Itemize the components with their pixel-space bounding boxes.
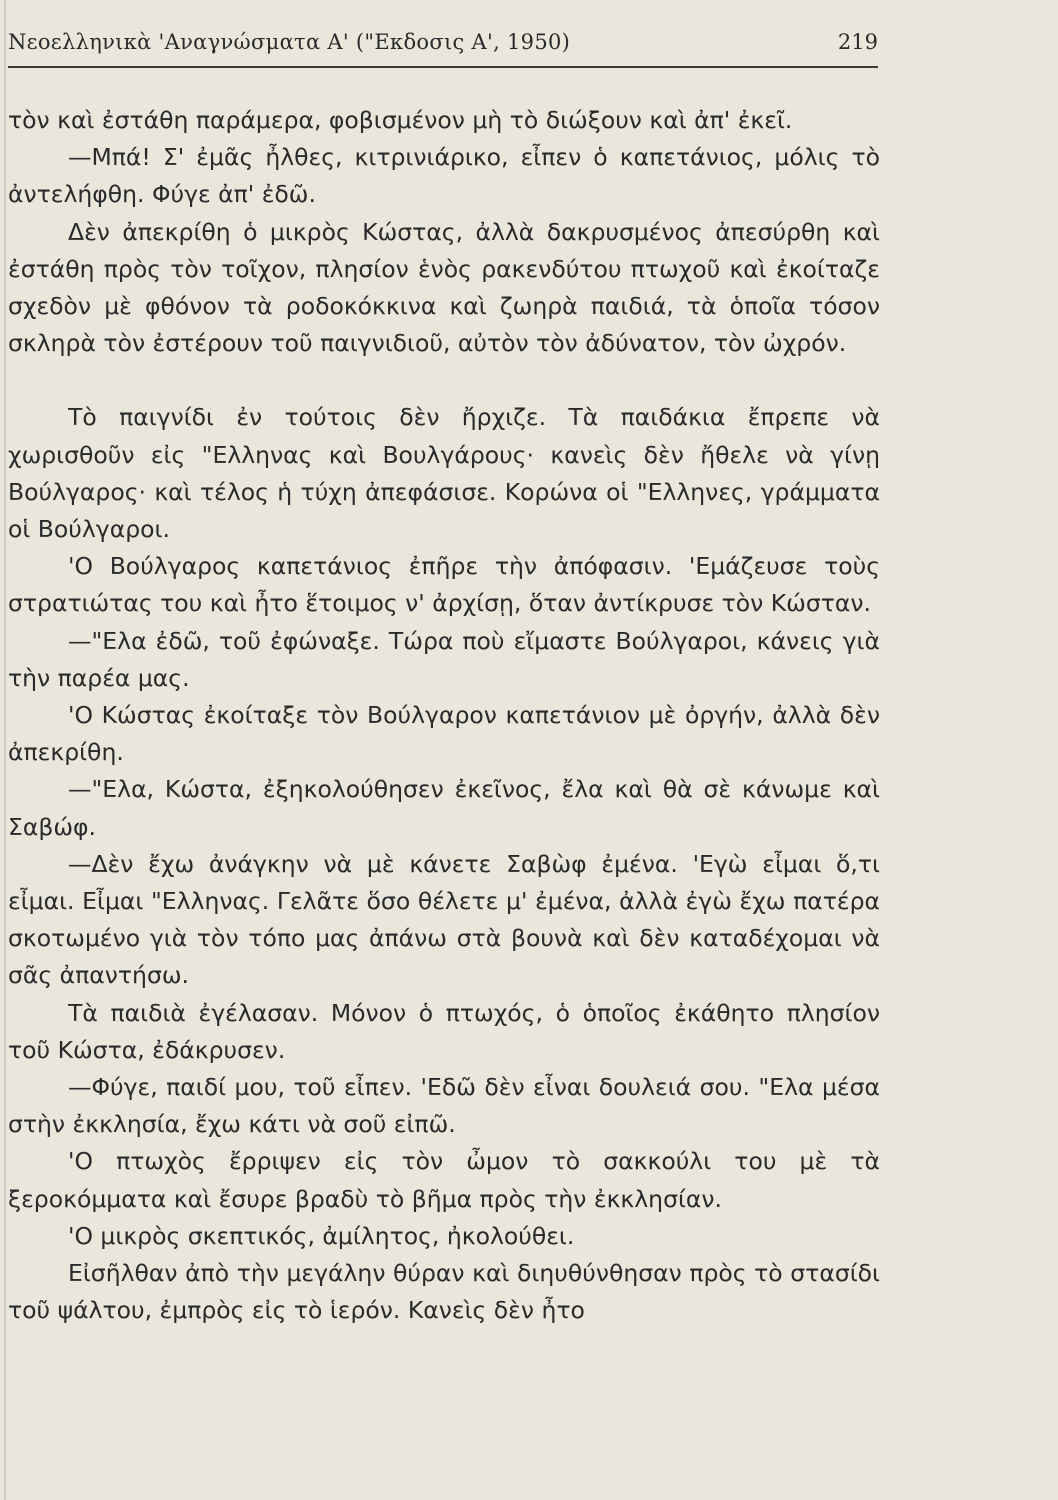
paragraph-dialogue: —Δὲν ἔχω ἀνάγκην νὰ μὲ κάνετε Σαβὼφ ἐμένα. 'Εγὼ εἶμαι ὅ,τι εἶμαι. Εἶμαι "Ελληνας. Γελᾶτε ὅσο θέλετε μ' ἐμένα, ἀλλὰ ἐγὼ ἔχω πατέρα σκοτωμένο γιὰ τὸν τόπο μας ἀπάνω στὰ βουνὰ καὶ δὲν καταδέχομαι νὰ σᾶς ἀπαντήσω. <box>8 849 880 990</box>
paragraph: Δὲν ἀπεκρίθη ὁ μικρὸς Κώστας, ἀλλὰ δακρυσμένος ἀπεσύρθη καὶ ἐστάθη πρὸς τὸν τοῖχον, πλησίον ἑνὸς ρακενδύτου πτωχοῦ καὶ ἐκοίταζε σχεδὸν μὲ φθόνον τὰ ροδοκόκκινα καὶ ζωηρὰ παιδιά, τὰ ὁποῖα τόσον σκληρὰ τὸν ἐστέρουν τοῦ παιγνιδιοῦ, αὐτὸν τὸν ἀδύνατον, τὸν ὠχρόν. <box>8 217 880 358</box>
paragraph: 'Ο πτωχὸς ἔρριψεν εἰς τὸν ὦμον τὸ σακκούλι του μὲ τὰ ξεροκόμματα καὶ ἔσυρε βραδὺ τὸ βῆμα πρὸς τὴν ἐκκλησίαν. <box>8 1147 880 1213</box>
paragraph: Τὸ παιγνίδι ἐν τούτοις δὲν ἤρχιζε. Τὰ παιδάκια ἔπρεπε νὰ χωρισθοῦν εἰς "Ελληνας καὶ Βουλγάρους· κανεὶς δὲν ἤθελε νὰ γίνῃ Βούλγαρος· καὶ τέλος ἡ τύχη ἀπεφάσισε. Κορώνα οἱ "Ελληνες, γράμματα οἱ Βούλγαροι. <box>8 403 880 544</box>
body-text <box>8 102 880 1330</box>
page-edge <box>4 0 6 1500</box>
paragraph-dialogue: —Φύγε, παιδί μου, τοῦ εἶπεν. 'Εδῶ δὲν εἶναι δουλειά σου. "Ελα μέσα στὴν ἐκκλησία, ἔχω κάτι νὰ σοῦ εἰπῶ. <box>8 1073 880 1139</box>
paragraph: 'Ο μικρὸς σκεπτικός, ἀμίλητος, ἠκολούθει. <box>68 1221 575 1250</box>
paragraph-dialogue: —"Ελα, Κώστα, ἐξηκολούθησεν ἐκεῖνος, ἔλα καὶ θὰ σὲ κάνωμε καὶ Σαβώφ. <box>8 775 880 841</box>
page-number: 219 <box>837 30 878 54</box>
header-title: Νεοελληνικὰ 'Αναγνώσματα Α' ("Εκδοσις Α', 1950) <box>8 30 571 54</box>
paragraph: 'Ο Βούλγαρος καπετάνιος ἐπῆρε τὴν ἀπόφασιν. 'Εμάζευσε τοὺς στρατιώτας του καὶ ἦτο ἕτοιμος ν' ἀρχίσῃ, ὅταν ἀντίκρυσε τὸν Κώσταν. <box>8 552 880 618</box>
running-header <box>8 30 878 64</box>
paragraph: Τὰ παιδιὰ ἐγέλασαν. Μόνον ὁ πτωχός, ὁ ὁποῖος ἐκάθητο πλησίον τοῦ Κώστα, ἐδάκρυσεν. <box>8 998 880 1064</box>
paragraph-continued: τὸν καὶ ἐστάθη παράμερα, φοβισμένον μὴ τὸ διώξουν καὶ ἀπ' ἐκεῖ. <box>8 106 793 134</box>
paragraph: Εἰσῆλθαν ἀπὸ τὴν μεγάλην θύραν καὶ διηυθύνθησαν πρὸς τὸ στασίδι τοῦ ψάλτου, ἐμπρὸς εἰς τὸ ἱερόν. Κανεὶς δὲν ἦτο <box>8 1259 880 1325</box>
paragraph-dialogue: —"Ελα ἐδῶ, τοῦ ἐφώναξε. Τώρα ποὺ εἴμαστε Βούλγαροι, κάνεις γιὰ τὴν παρέα μας. <box>8 626 880 692</box>
paragraph-dialogue: —Μπά! Σ' ἐμᾶς ἦλθες, κιτρινιάρικο, εἶπεν ὁ καπετάνιος, μόλις τὸ ἀντελήφθη. Φύγε ἀπ' ἐδῶ. <box>8 143 880 209</box>
header-rule <box>8 66 878 68</box>
paragraph: 'Ο Κώστας ἐκοίταξε τὸν Βούλγαρον καπετάνιον μὲ ὀργήν, ἀλλὰ δὲν ἀπεκρίθη. <box>8 701 880 767</box>
